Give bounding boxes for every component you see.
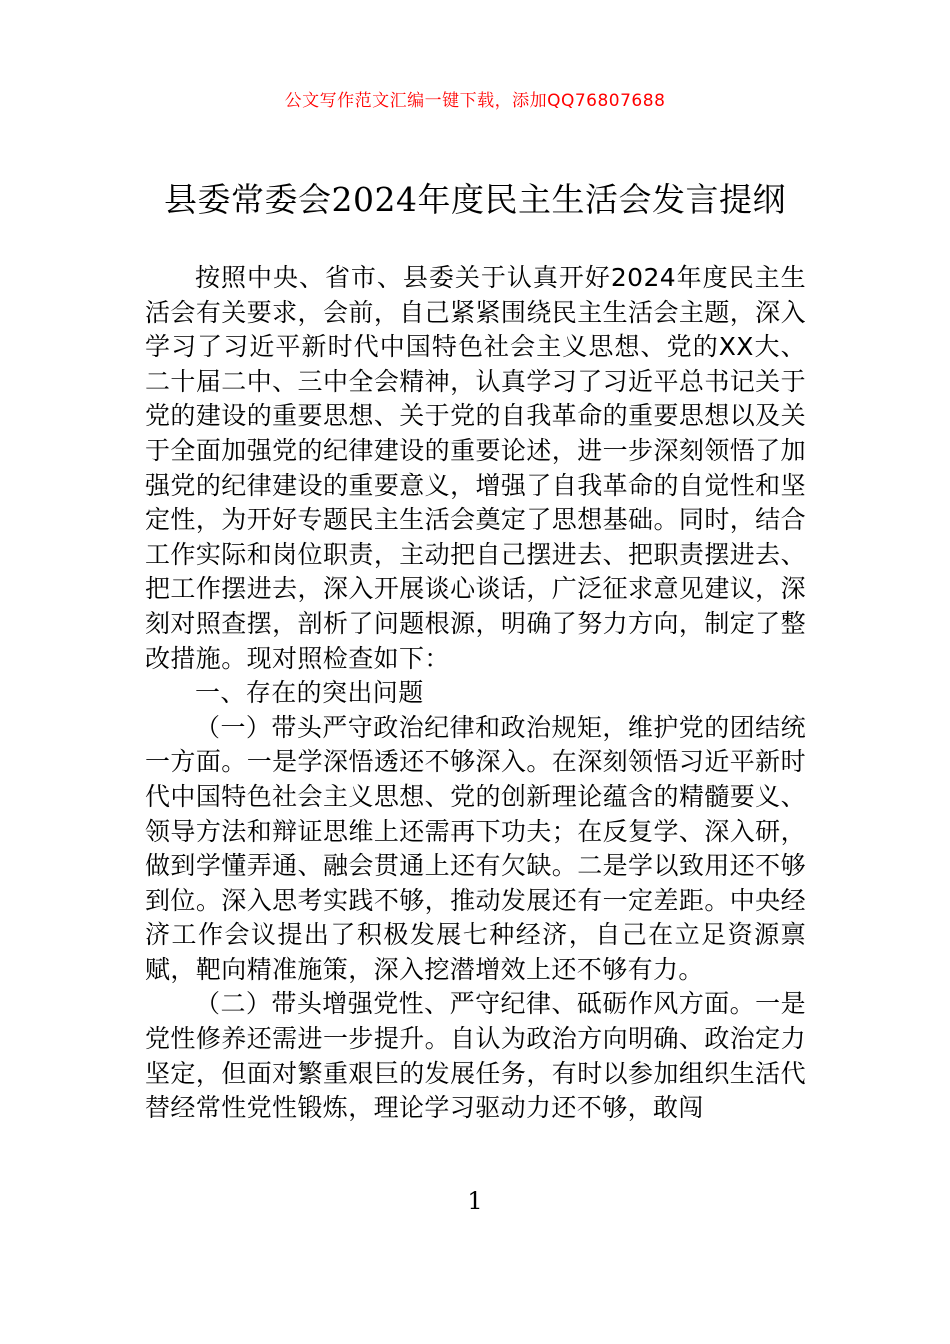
intro-paragraph: 按照中央、省市、县委关于认真开好2024年度民主生活会有关要求，会前，自己紧紧围绕民主生活会主题，深入学习了习近平新时代中国特色社会主义思想、党的XX大、二十届二中、三中全会精神，认真学习了习近平总书记关于党的建设的重要思想、关于党的自我革命的重要思想以及关于全面加强党的纪律建设的重要论述，进一步深刻领悟了加强党的纪律建设的重要意义，增强了自我革命的自觉性和坚定性，为开好专题民主生活会奠定了思想基础。同时，结合工作实际和岗位职责，主动把自己摆进去、把职责摆进去、把工作摆进去，深入开展谈心谈话，广泛征求意见建议，深刻对照查摆，剖析了问题根源，明确了努力方向，制定了整改措施。现对照检查如下： bbox=[145, 263, 806, 673]
document-title: 县委常委会2024年度民主生活会发言提纲 bbox=[164, 180, 786, 219]
subsection-paragraph-1: （一）带头严守政治纪律和政治规矩，维护党的团结统一方面。一是学深悟透还不够深入。在深刻领悟习近平新时代中国特色社会主义思想、党的创新理论蕴含的精髓要义、领导方法和辩证思维上还需再下功夫；在反复学、深入研，做到学懂弄通、融会贯通上还有欠缺。二是学以致用还不够到位。深入思考实践不够，推动发展还有一定差距。中央经济工作会议提出了积极发展七种经济，自己在立足资源禀赋，靶向精准施策，深入挖潜增效上还不够有力。 bbox=[145, 712, 806, 984]
section-heading: 一、存在的突出问题 bbox=[195, 678, 424, 708]
header-download-note: 公文写作范文汇编一键下载，添加QQ76807688 bbox=[284, 91, 666, 111]
document-body bbox=[145, 261, 806, 1126]
subsection-paragraph-2: （二）带头增强党性、严守纪律、砥砺作风方面。一是党性修养还需进一步提升。自认为政治方向明确、政治定力坚定，但面对繁重艰巨的发展任务，有时以参加组织生活代替经常性党性锻炼，理论学习驱动力还不够，敢闯 bbox=[145, 989, 806, 1123]
page-number: 1 bbox=[467, 1187, 483, 1215]
